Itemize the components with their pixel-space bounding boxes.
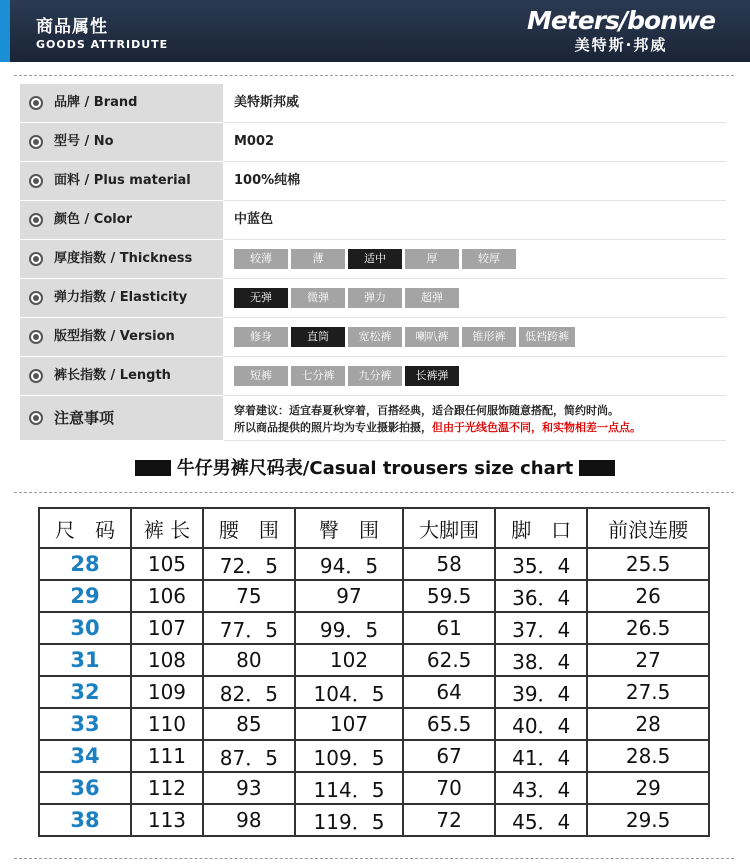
measurement-cell: 28.5 xyxy=(587,740,709,772)
attr-label-cell xyxy=(20,123,223,161)
measurement-cell: 26.5 xyxy=(587,612,709,644)
header-banner xyxy=(0,0,750,62)
size-chart-header-cell: 臀 围 xyxy=(295,508,403,548)
attr-row-model xyxy=(20,123,726,161)
size-cell: 33 xyxy=(39,708,131,740)
attr-label: 面料 / Plus material xyxy=(54,173,191,188)
thickness-option: 厚 xyxy=(405,249,459,269)
size-chart-header-cell: 腰 围 xyxy=(203,508,295,548)
attr-value: 美特斯邦威 xyxy=(234,95,300,110)
measurement-cell: 35．4 xyxy=(495,548,587,580)
measurement-cell: 85 xyxy=(203,708,295,740)
attr-label-cell xyxy=(20,318,223,356)
measurement-cell: 29 xyxy=(587,772,709,804)
attr-value-cell xyxy=(224,357,726,396)
attr-value-cell xyxy=(224,318,726,357)
attr-label-cell xyxy=(20,396,223,440)
size-chart-title-text: 牛仔男裤尺码表/Casual trousers size chart xyxy=(176,458,574,479)
bullet-icon xyxy=(29,330,43,344)
elasticity-option: 弹力 xyxy=(348,288,402,308)
measurement-cell: 67 xyxy=(403,740,495,772)
dashed-divider-top xyxy=(14,75,734,76)
measurement-cell: 106 xyxy=(131,580,203,612)
attr-row-brand xyxy=(20,84,726,122)
measurement-cell: 27.5 xyxy=(587,676,709,708)
measurement-cell: 112 xyxy=(131,772,203,804)
attr-label: 版型指数 / Version xyxy=(54,329,175,344)
size-chart-header-cell: 前浪连腰 xyxy=(587,508,709,548)
elasticity-option: 超弹 xyxy=(405,288,459,308)
measurement-cell: 65.5 xyxy=(403,708,495,740)
size-chart-row xyxy=(39,644,709,676)
measurement-cell: 97 xyxy=(295,580,403,612)
bullet-icon xyxy=(29,369,43,383)
version-option: 喇叭裤 xyxy=(405,327,459,347)
length-scale xyxy=(234,366,459,386)
attr-value: 中蓝色 xyxy=(234,212,274,227)
thickness-scale xyxy=(234,249,516,269)
measurement-cell: 29.5 xyxy=(587,804,709,836)
attr-label-cell xyxy=(20,240,223,278)
version-option: 直筒 xyxy=(291,327,345,347)
thickness-option: 较厚 xyxy=(462,249,516,269)
note-line-2-red: 但由于光线色温不同，和实物相差一点点。 xyxy=(432,421,641,434)
thickness-option: 适中 xyxy=(348,249,402,269)
attr-label: 裤长指数 / Length xyxy=(54,368,171,383)
measurement-cell: 104．5 xyxy=(295,676,403,708)
size-chart-row xyxy=(39,708,709,740)
size-chart-title xyxy=(0,454,750,480)
note-line-2 xyxy=(234,419,641,435)
attr-label: 颜色 / Color xyxy=(54,212,133,227)
elasticity-option: 微弹 xyxy=(291,288,345,308)
measurement-cell: 36．4 xyxy=(495,580,587,612)
attr-label: 品牌 / Brand xyxy=(54,95,138,110)
measurement-cell: 27 xyxy=(587,644,709,676)
size-cell: 36 xyxy=(39,772,131,804)
measurement-cell: 119．5 xyxy=(295,804,403,836)
measurement-cell: 113 xyxy=(131,804,203,836)
measurement-cell: 77．5 xyxy=(203,612,295,644)
attr-label: 弹力指数 / Elasticity xyxy=(54,290,188,305)
measurement-cell: 107 xyxy=(295,708,403,740)
bullet-icon xyxy=(29,252,43,266)
attr-value: 100%纯棉 xyxy=(234,173,301,188)
dashed-divider-bottom xyxy=(14,858,734,859)
brand-logo-cn: 美特斯·邦威 xyxy=(574,36,668,54)
bullet-icon xyxy=(29,291,43,305)
thickness-option: 较薄 xyxy=(234,249,288,269)
brand-logo-en: Meters/bonwe xyxy=(527,6,715,35)
attr-label-cell xyxy=(20,201,223,239)
measurement-cell: 72．5 xyxy=(203,548,295,580)
version-option: 宽松裤 xyxy=(348,327,402,347)
measurement-cell: 111 xyxy=(131,740,203,772)
attr-label-cell xyxy=(20,279,223,317)
size-cell: 28 xyxy=(39,548,131,580)
note-line-2-black: 所以商品提供的照片均为专业摄影拍摄， xyxy=(234,421,432,434)
measurement-cell: 87．5 xyxy=(203,740,295,772)
attr-value-cell xyxy=(224,279,726,318)
length-option: 七分裤 xyxy=(291,366,345,386)
length-option: 九分裤 xyxy=(348,366,402,386)
attr-value: M002 xyxy=(234,134,275,149)
measurement-cell: 28 xyxy=(587,708,709,740)
attr-row-color xyxy=(20,201,726,239)
size-chart-header-cell: 尺 码 xyxy=(39,508,131,548)
dashed-divider-middle xyxy=(14,492,734,493)
attr-value-cell xyxy=(224,123,726,162)
measurement-cell: 39．4 xyxy=(495,676,587,708)
attr-row-length xyxy=(20,357,726,395)
size-cell: 32 xyxy=(39,676,131,708)
bullet-icon xyxy=(29,174,43,188)
measurement-cell: 109 xyxy=(131,676,203,708)
attr-row-note xyxy=(20,396,726,440)
measurement-cell: 107 xyxy=(131,612,203,644)
size-chart-row xyxy=(39,580,709,612)
attr-label-cell xyxy=(20,84,223,122)
measurement-cell: 82．5 xyxy=(203,676,295,708)
elasticity-scale xyxy=(234,288,459,308)
measurement-cell: 26 xyxy=(587,580,709,612)
size-cell: 34 xyxy=(39,740,131,772)
elasticity-option: 无弹 xyxy=(234,288,288,308)
version-option: 低裆跨裤 xyxy=(519,327,575,347)
size-cell: 38 xyxy=(39,804,131,836)
attr-row-version xyxy=(20,318,726,356)
header-accent-bar xyxy=(0,0,10,62)
measurement-cell: 98 xyxy=(203,804,295,836)
measurement-cell: 108 xyxy=(131,644,203,676)
measurement-cell: 25.5 xyxy=(587,548,709,580)
attr-label-cell xyxy=(20,162,223,200)
title-block-right xyxy=(579,460,615,476)
note-label: 注意事项 xyxy=(54,409,115,427)
bullet-icon xyxy=(29,96,43,110)
attr-label: 厚度指数 / Thickness xyxy=(54,251,193,266)
measurement-cell: 45．4 xyxy=(495,804,587,836)
size-chart-row xyxy=(39,612,709,644)
measurement-cell: 105 xyxy=(131,548,203,580)
note-line-1: 穿着建议：适宜春夏秋穿着，百搭经典，适合跟任何服饰随意搭配，简约时尚。 xyxy=(234,404,619,417)
size-cell: 29 xyxy=(39,580,131,612)
title-block-left xyxy=(135,460,171,476)
measurement-cell: 80 xyxy=(203,644,295,676)
attr-value-cell xyxy=(224,84,726,123)
measurement-cell: 99．5 xyxy=(295,612,403,644)
measurement-cell: 38．4 xyxy=(495,644,587,676)
measurement-cell: 109．5 xyxy=(295,740,403,772)
length-option: 长裤弹 xyxy=(405,366,459,386)
size-cell: 30 xyxy=(39,612,131,644)
attr-label-cell xyxy=(20,357,223,395)
size-chart-row xyxy=(39,740,709,772)
size-chart-header-cell: 裤 长 xyxy=(131,508,203,548)
measurement-cell: 114．5 xyxy=(295,772,403,804)
measurement-cell: 102 xyxy=(295,644,403,676)
size-chart-row xyxy=(39,548,709,580)
measurement-cell: 93 xyxy=(203,772,295,804)
bullet-icon xyxy=(29,411,43,425)
size-chart-header-cell: 大脚围 xyxy=(403,508,495,548)
attr-row-material xyxy=(20,162,726,200)
size-chart-table xyxy=(38,507,710,837)
thickness-option: 薄 xyxy=(291,249,345,269)
attr-row-thickness xyxy=(20,240,726,278)
version-option: 锥形裤 xyxy=(462,327,516,347)
size-chart-row xyxy=(39,804,709,836)
version-scale xyxy=(234,327,575,347)
measurement-cell: 110 xyxy=(131,708,203,740)
size-chart-row xyxy=(39,772,709,804)
measurement-cell: 70 xyxy=(403,772,495,804)
length-option: 短裤 xyxy=(234,366,288,386)
measurement-cell: 41．4 xyxy=(495,740,587,772)
version-option: 修身 xyxy=(234,327,288,347)
bullet-icon xyxy=(29,213,43,227)
bullet-icon xyxy=(29,135,43,149)
measurement-cell: 59.5 xyxy=(403,580,495,612)
attr-row-elasticity xyxy=(20,279,726,317)
size-cell: 31 xyxy=(39,644,131,676)
measurement-cell: 43．4 xyxy=(495,772,587,804)
attr-value-cell xyxy=(224,162,726,201)
measurement-cell: 94．5 xyxy=(295,548,403,580)
measurement-cell: 62.5 xyxy=(403,644,495,676)
size-chart-row xyxy=(39,676,709,708)
measurement-cell: 58 xyxy=(403,548,495,580)
note-text-cell xyxy=(224,396,726,441)
header-title-en: GOODS ATTRIDUTE xyxy=(36,38,169,51)
size-chart-header-row xyxy=(39,508,709,548)
measurement-cell: 64 xyxy=(403,676,495,708)
attr-label: 型号 / No xyxy=(54,134,114,149)
attributes-panel xyxy=(20,84,726,441)
measurement-cell: 37．4 xyxy=(495,612,587,644)
attr-value-cell xyxy=(224,201,726,240)
brand-logo xyxy=(506,6,736,58)
size-chart-body xyxy=(39,548,709,836)
measurement-cell: 40．4 xyxy=(495,708,587,740)
size-chart-header-cell: 脚 口 xyxy=(495,508,587,548)
measurement-cell: 72 xyxy=(403,804,495,836)
measurement-cell: 75 xyxy=(203,580,295,612)
measurement-cell: 61 xyxy=(403,612,495,644)
header-title-cn: 商品属性 xyxy=(36,17,108,37)
attr-value-cell xyxy=(224,240,726,279)
